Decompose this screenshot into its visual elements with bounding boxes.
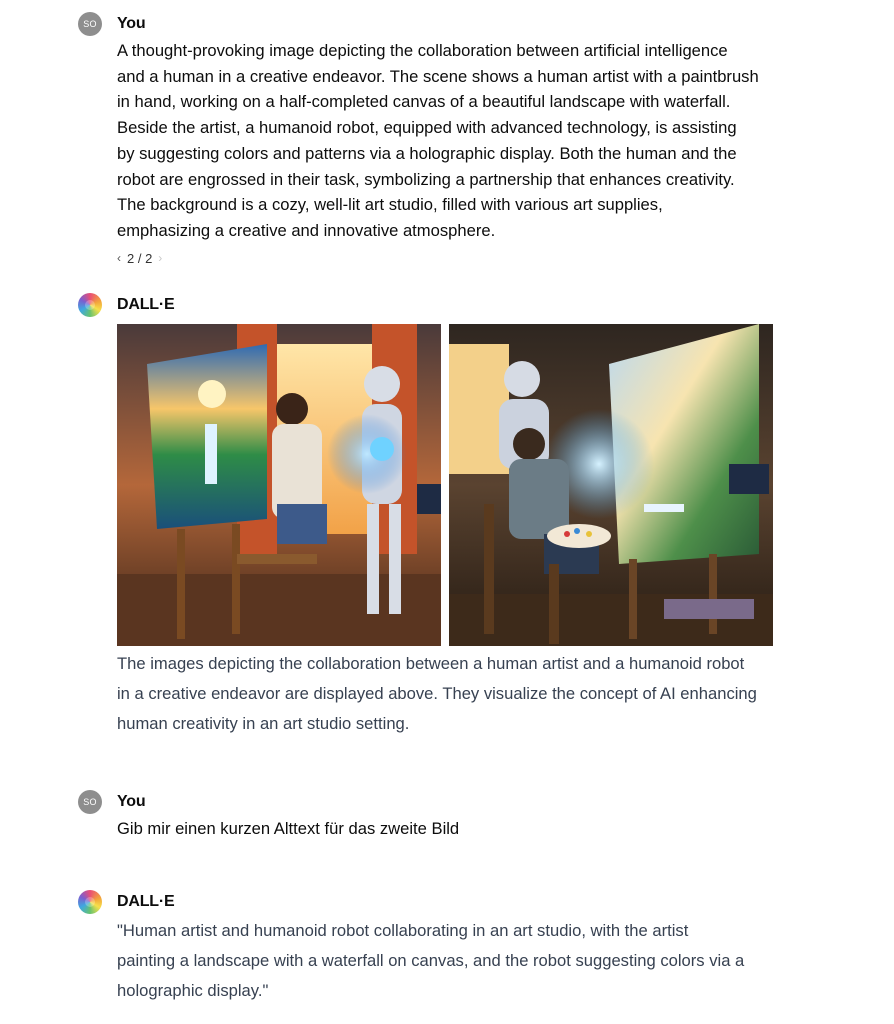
message-header <box>78 293 798 319</box>
author-name: You <box>117 15 146 32</box>
dalle-avatar <box>78 890 102 914</box>
message-header <box>78 12 798 38</box>
pager-count: 2 / 2 <box>127 250 153 266</box>
generated-image-2-art <box>449 324 773 646</box>
user-prompt-text: Gib mir einen kurzen Alttext für das zweite Bild <box>117 819 460 838</box>
assistant-message-1 <box>78 293 798 739</box>
assistant-reply-text: The images depicting the collaboration between a human artist and a humanoid robot in a creative endeavor are displayed above. They visualize the concept of AI enhancing human creativity in an art studio setting. <box>117 654 757 733</box>
user-message-2 <box>78 790 798 842</box>
dalle-avatar <box>78 293 102 317</box>
chevron-right-icon[interactable]: › <box>158 251 163 266</box>
generated-image-1[interactable] <box>117 324 441 646</box>
message-header <box>78 790 798 816</box>
response-pager <box>117 251 798 266</box>
assistant-reply-text: "Human artist and humanoid robot collaborating in an art studio, with the artist painting a landscape with a waterfall on canvas, and the robot suggesting colors via a holographic display." <box>117 921 745 1000</box>
user-avatar: SO <box>78 790 102 814</box>
user-avatar: SO <box>78 12 102 36</box>
chevron-left-icon[interactable]: ‹ <box>117 251 121 266</box>
generated-image-2[interactable] <box>449 324 773 646</box>
author-name: DALL·E <box>117 296 175 313</box>
author-name: DALL·E <box>117 893 175 910</box>
generated-image-1-art <box>117 324 441 646</box>
user-prompt-text: A thought-provoking image depicting the collaboration between artificial intelligence and a human in a creative endeavor. The scene shows a human artist with a paintbrush in hand, working on a half-completed canvas of a beautiful landscape with waterfall. Beside the artist, a humanoid robot, equipped with advanced technology, is assisting by suggesting colors and patterns via a holographic display. Both the human and the robot are engrossed in their task, symbolizing a partnership that enhances creativity. The background is a cozy, well-lit art studio, filled with various art supplies, emphasizing a creative and innovative atmosphere. <box>117 41 759 240</box>
message-header <box>78 890 798 916</box>
user-message-1 <box>78 12 798 266</box>
assistant-message-2 <box>78 890 798 1006</box>
generated-images <box>117 324 798 646</box>
author-name: You <box>117 793 146 810</box>
